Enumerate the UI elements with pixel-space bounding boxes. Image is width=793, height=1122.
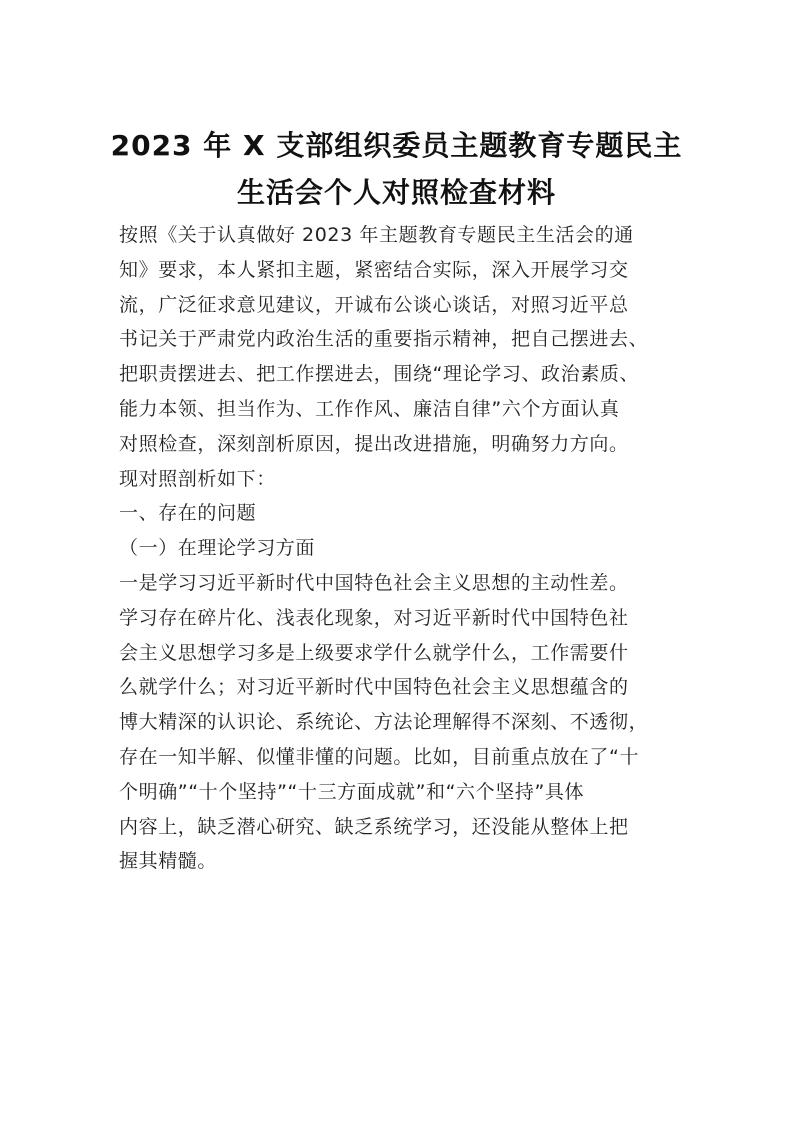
body-line: 现对照剖析如下：	[119, 467, 276, 490]
body-line: 学习存在碎片化、浅表化现象，对习近平新时代中国特色社	[119, 606, 629, 629]
body-line: 握其精髓。	[119, 850, 218, 873]
subsection-heading: （一）在理论学习方面	[119, 537, 316, 560]
document-body	[119, 218, 679, 879]
body-line: 流，广泛征求意见建议，开诚布公谈心谈话，对照习近平总	[119, 293, 629, 316]
body-line: 对照检查，深刻剖析原因，提出改进措施，明确努力方向。	[119, 432, 629, 455]
document-title-line-1: 2023 年 X 支部组织委员主题教育专题民主	[110, 129, 683, 162]
document-title-line-2: 生活会个人对照检查材料	[236, 176, 556, 209]
body-line: 把职责摆进去、把工作摆进去，围绕“理论学习、政治素质、	[119, 363, 640, 386]
body-line: 知》要求，本人紧扣主题，紧密结合实际，深入开展学习交	[119, 258, 629, 281]
body-line: 存在一知半解、似懂非懂的问题。比如，目前重点放在了“十	[119, 745, 640, 768]
body-line: 一是学习习近平新时代中国特色社会主义思想的主动性差。	[119, 571, 629, 594]
body-line: 按照《关于认真做好 2023 年主题教育专题民主生活会的通	[119, 224, 634, 246]
body-line: 么就学什么；对习近平新时代中国特色社会主义思想蕴含的	[119, 676, 629, 699]
body-line: 个明确”“十个坚持”“十三方面成就”和“六个坚持”具体	[119, 780, 585, 803]
body-line: 书记关于严肃党内政治生活的重要指示精神，把自己摆进去、	[119, 328, 649, 351]
body-line: 博大精深的认识论、系统论、方法论理解得不深刻、不透彻，	[119, 711, 649, 734]
body-line: 会主义思想学习多是上级要求学什么就学什么，工作需要什	[119, 641, 629, 664]
section-heading: 一、存在的问题	[119, 502, 257, 525]
body-line: 能力本领、担当作为、工作作风、廉洁自律”六个方面认真	[119, 397, 620, 420]
body-line: 内容上，缺乏潜心研究、缺乏系统学习，还没能从整体上把	[119, 815, 629, 838]
